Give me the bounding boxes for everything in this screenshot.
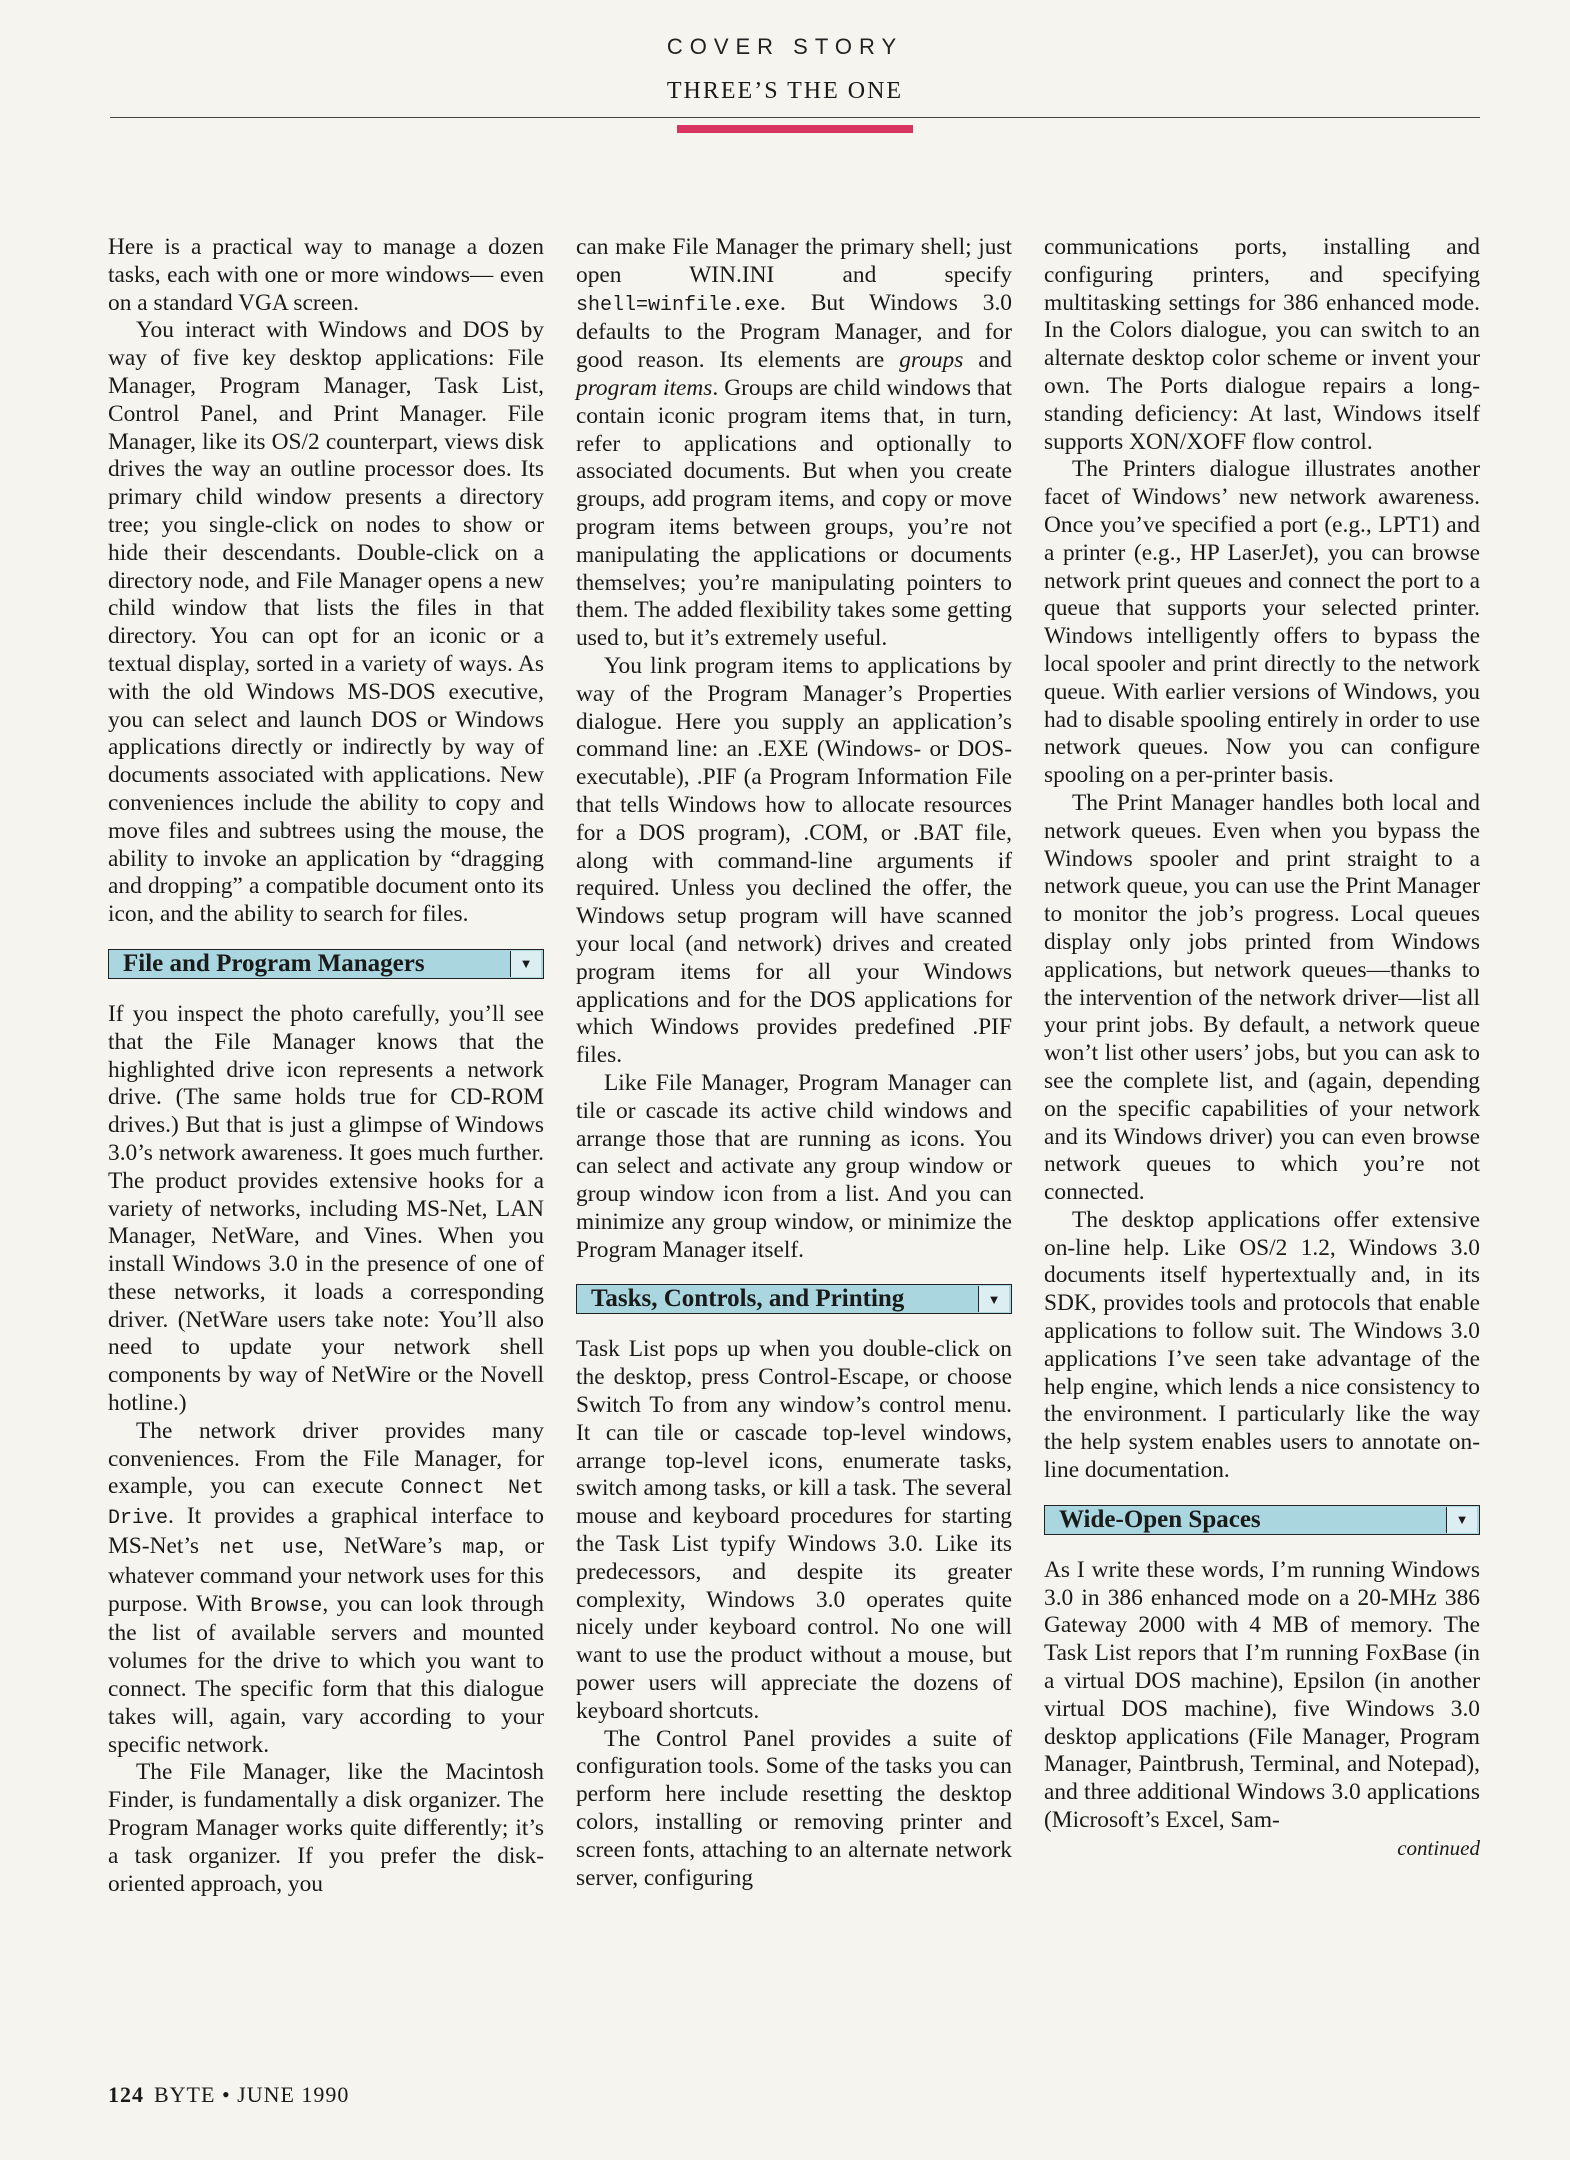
paragraph [576, 234, 1012, 653]
code-run: net use [219, 1537, 318, 1561]
code-run: map [462, 1537, 499, 1561]
text-run: , you can look through the list of available servers and mounted volumes for the drive to which you want to connect. The specific form that this dialogue takes will, again, vary according to your specific network. [108, 1590, 544, 1758]
page-number: 124 [108, 2082, 144, 2107]
section-title: THREE’S THE ONE [666, 78, 904, 104]
text-run: . Groups are child windows that contain iconic program items that, in turn, refer to applications and optionally to associated documents. But when you create groups, add program items, and copy or move program items between groups, you’re not manipulating the applications or documents themselves; you’re manipulating pointers to them. The added flexibility takes some getting used to, but it’s extremely useful. [576, 374, 1012, 652]
paragraph: The Control Panel provides a suite of configuration tools. Some of the tasks you can perform here include resetting the desktop colors, installing or removing printer and screen fonts, attaching to an alternate network server, configuring [576, 1725, 1012, 1891]
text-run: . But Windows 3.0 defaults to the Program Manager, and for good reason. Its elements are [576, 289, 1012, 374]
magazine-info: BYTE • JUNE 1990 [154, 2082, 350, 2107]
page-footer [108, 2082, 349, 2108]
kicker: COVER STORY [666, 34, 904, 59]
text-run: , NetWare’s [317, 1533, 463, 1560]
subhead-file-and-program-managers [108, 949, 544, 979]
down-triangle-icon: ▼ [510, 951, 541, 977]
text-run: , or whatever command your network uses for this purpose. With [108, 1533, 544, 1617]
paragraph: As I write these words, I’m running Windows 3.0 in 386 enhanced mode on a 20-MHz 386 Gateway 2000 with 4 MB of memory. The Task List repors that I’m running FoxBase (in a virtual DOS machine), Epsilon (in another virtual DOS machine), five Windows 3.0 desktop applications (File Manager, Program Manager, Paintbrush, Terminal, and Notepad), and three additional Windows 3.0 applications (Microsoft’s Excel, Sam- [1044, 1556, 1480, 1834]
text-run: The network driver provides many conveniences. From the File Manager, for example, you can execute [108, 1417, 544, 1500]
paragraph: You interact with Windows and DOS by way of five key desktop applications: File Manager, Program Manager, Task List, Control Panel, and Print Manager. File Manager, like its OS/2 counterpart, views disk drives the way an outline processor does. Its primary child window presents a directory tree; you single-click on nodes to show or hide their descendants. Double-click on a directory node, and File Manager opens a new child window that lists the files in that directory. You can opt for an iconic or a textual display, sorted in a variety of ways. As with the old Windows MS-DOS executive, you can select and launch DOS or Windows applications directly or indirectly by way of documents associated with applications. New conveniences include the ability to copy and move files and subtrees using the mouse, the ability to invoke an application by “dragging and dropping” a compatible document onto its icon, and the ability to search for files. [108, 317, 544, 928]
emphasis: groups [899, 347, 964, 374]
subhead-wide-open-spaces [1044, 1505, 1480, 1535]
column-3 [1044, 234, 1480, 1861]
paragraph: The Print Manager handles both local and network queues. Even when you bypass the Windows spooler and print straight to a network queue, you can use the Print Manager to monitor the job’s progress. Local queues display only jobs printed from Windows applications, but network queues—thanks to the intervention of the network driver—list all your print jobs. By default, a network queue won’t list other users’ jobs, but you can ask to see the complete list, and (again, depending on the specific capabilities of your network and its Windows driver) you can even browse network queues to which you’re not connected. [1044, 789, 1480, 1206]
paragraph [108, 1418, 544, 1760]
paragraph: The desktop applications offer extensive on-line help. Like OS/2 1.2, Windows 3.0 documents itself hypertextually and, in its SDK, provides tools and protocols that enable applications to follow suit. The Windows 3.0 applications I’ve seen take advantage of the help engine, which lends a nice consistency to the environment. I particularly like the way the help system enables users to annotate on-line documentation. [1044, 1206, 1480, 1484]
continued-label: continued [1397, 1835, 1480, 1860]
paragraph: You link program items to applications by way of the Program Manager’s Properties dialogue. Here you supply an application’s command line: an .EXE (Windows- or DOS-executable), .PIF (a Program Information File that tells Windows how to allocate resources for a DOS program), .COM, or .BAT file, along with command-line arguments if required. Unless you declined the offer, the Windows setup program will have scanned your local (and network) drives and created program items for all your Windows applications and for the DOS applications for which Windows provides predefined .PIF files. [576, 652, 1012, 1069]
paragraph: Like File Manager, Program Manager can tile or cascade its active child windows and arrange those that are running as icons. You can select and activate any group window or group window icon from a list. And you can minimize any group window, or minimize the Program Manager itself. [576, 1069, 1012, 1263]
paragraph: Task List pops up when you double-click on the desktop, press Control-Escape, or choose Switch To from any window’s control menu. It can tile or cascade top-level windows, arrange top-level icons, enumerate tasks, switch among tasks, or kill a task. The several mouse and keyboard procedures for starting the Task List typify Windows 3.0. Like its predecessors, and despite its greater complexity, Windows 3.0 operates quite nicely under keyboard control. No one will want to use the product without a mouse, but power users will appreciate the dozens of keyboard shortcuts. [576, 1336, 1012, 1724]
text-run: can make File Manager the primary shell; just open WIN.INI and specify [576, 234, 1012, 288]
column-1 [108, 234, 544, 1898]
accent-bar [677, 125, 913, 133]
down-triangle-icon: ▼ [1446, 1507, 1477, 1533]
paragraph: Here is a practical way to manage a dozen tasks, each with one or more windows— even on a standard VGA screen. [108, 234, 544, 316]
subhead-tasks-controls-printing [576, 1284, 1012, 1314]
code-run: Connect Net Drive [108, 1477, 544, 1531]
paragraph: The File Manager, like the Macintosh Finder, is fundamentally a disk organizer. The Program Manager works quite differently; it’s a task organizer. If you prefer the disk-oriented approach, you [108, 1759, 544, 1897]
code-run: shell=winfile.exe [576, 293, 781, 317]
text-run: . It provides a graphical interface to MS-Net’s [108, 1503, 544, 1560]
column-2 [576, 234, 1012, 1892]
header-rule [110, 117, 1480, 118]
down-triangle-icon: ▼ [978, 1286, 1009, 1312]
subhead-label: File and Program Managers [123, 949, 425, 977]
subhead-label: Wide-Open Spaces [1059, 1505, 1261, 1533]
emphasis: program items [576, 374, 713, 401]
subhead-label: Tasks, Controls, and Printing [591, 1285, 905, 1313]
paragraph: The Printers dialogue illustrates another facet of Windows’ new network awareness. Once you’ve specified a port (e.g., LPT1) and a printer (e.g., HP LaserJet), you can browse network print queues and connect the port to a queue that supports your selected printer. Windows intelligently offers to bypass the local spooler and print directly to the network queue. With earlier versions of Windows, you had to disable spooling entirely in order to use network queues. Now you can configure spooling on a per-printer basis. [1044, 456, 1480, 789]
paragraph: If you inspect the photo carefully, you’ll see that the File Manager knows that the highlighted drive icon represents a network drive. (The same holds true for CD-ROM drives.) But that is just a glimpse of Windows 3.0’s network awareness. It goes much further. The product provides extensive hooks for a variety of networks, including MS-Net, LAN Manager, NetWare, and Vines. When you install Windows 3.0 in the presence of one of these networks, it loads a corresponding driver. (NetWare users take note: You’ll also need to update your network shell components by way of NetWire or the Novell hotline.) [108, 1000, 544, 1417]
text-run: and [963, 347, 1012, 374]
paragraph: communications ports, installing and configuring printers, and specifying multitasking settings for 386 enhanced mode. In the Colors dialogue, you can switch to an alternate desktop color scheme or invent your own. The Ports dialogue repairs a long-standing deficiency: At last, Windows itself supports XON/XOFF flow control. [1044, 234, 1480, 455]
code-run: Browse [250, 1594, 323, 1618]
